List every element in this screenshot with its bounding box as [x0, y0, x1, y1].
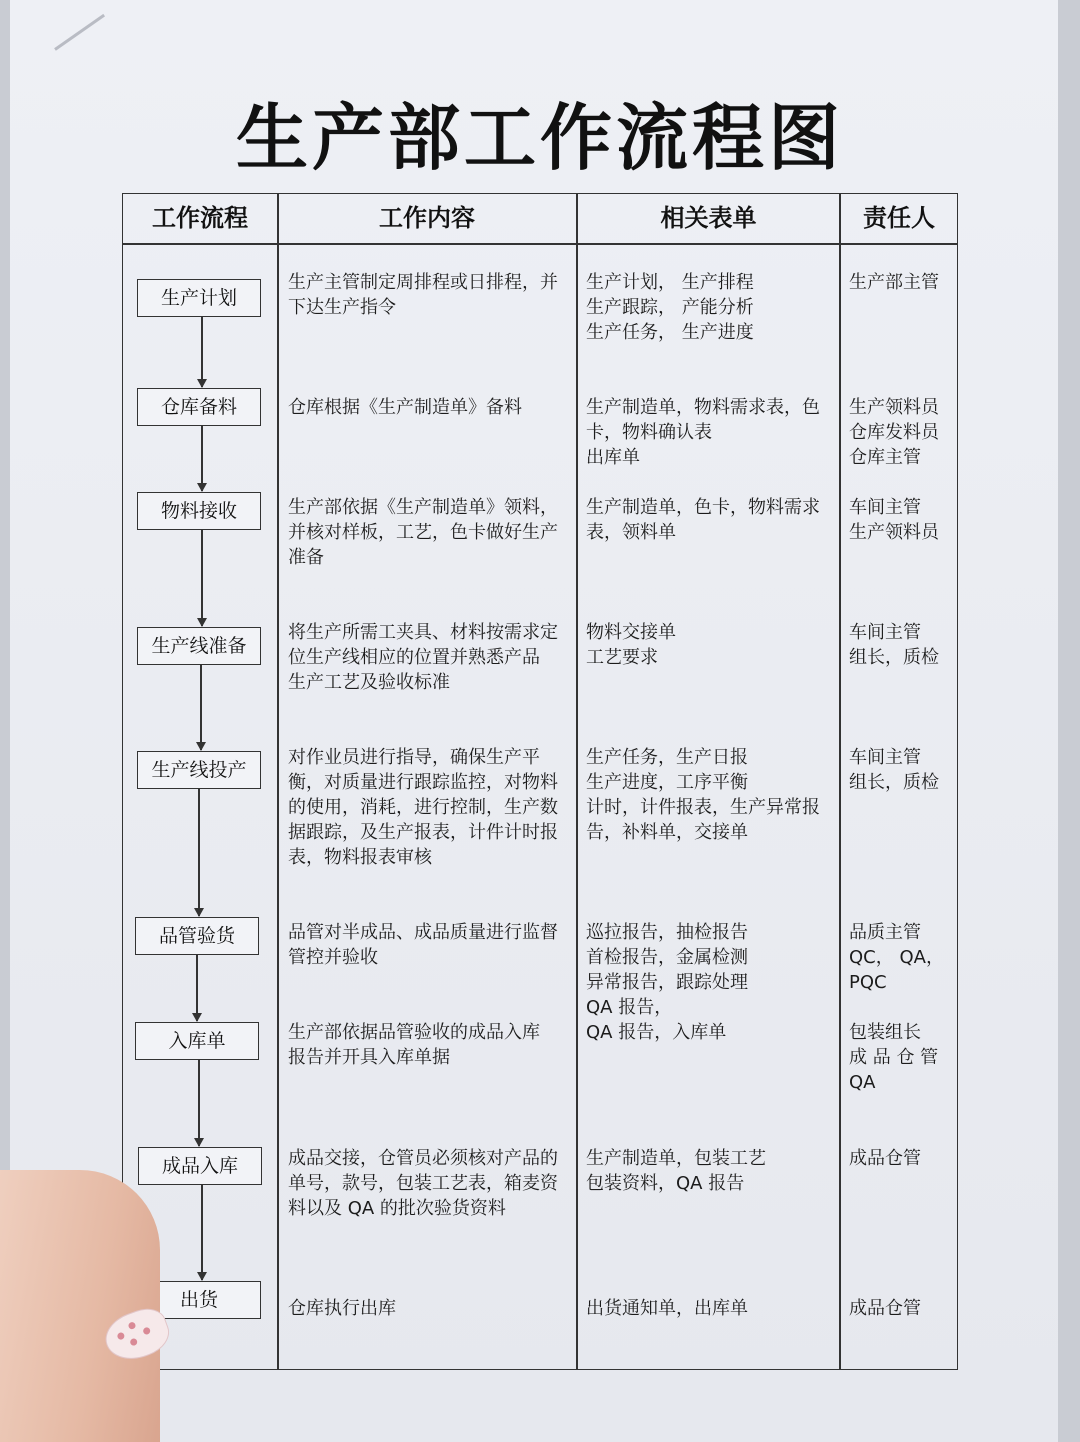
- column-divider: [277, 194, 279, 1369]
- content-cell: 仓库执行出库: [288, 1298, 396, 1319]
- forms-cell: 生产任务，生产日报 生产进度，工序平衡 计时，计件报表，生产异常报 告，补料单，交接单: [586, 747, 820, 843]
- forms-cell: 出货通知单，出库单: [586, 1298, 748, 1319]
- person-cell: 成品仓管: [849, 1298, 921, 1319]
- header-divider: [123, 243, 957, 245]
- content-cell: 品管对半成品、成品质量进行监督 管控并验收: [288, 922, 558, 968]
- header-content: 工作内容: [379, 204, 475, 232]
- person-cell: 车间主管 组长，质检: [849, 622, 939, 668]
- header-process: 工作流程: [152, 204, 248, 232]
- flow-arrow: [198, 1060, 200, 1146]
- flow-arrow: [200, 665, 202, 750]
- flow-arrow: [198, 789, 200, 916]
- header-forms: 相关表单: [660, 204, 757, 232]
- person-cell: 包装组长 成 品 仓 管 QA: [849, 1022, 939, 1093]
- forms-cell: 生产计划， 生产排程 生产跟踪， 产能分析 生产任务， 生产进度: [586, 272, 754, 343]
- content-cell: 生产部依据品管验收的成品入库 报告并开具入库单据: [288, 1022, 540, 1068]
- person-cell: 生产领料员 仓库发料员 仓库主管: [849, 397, 939, 468]
- forms-cell: 生产制造单，物料需求表，色 卡，物料确认表 出库单: [586, 397, 820, 468]
- person-cell: 车间主管 组长，质检: [849, 747, 939, 793]
- flow-step-warehouse-receipt: 入库单: [135, 1022, 259, 1060]
- forms-cell: 生产制造单，色卡，物料需求 表，领料单: [586, 497, 820, 543]
- forms-cell: 物料交接单 工艺要求: [586, 622, 676, 668]
- forms-cell: QA 报告，入库单: [586, 1022, 727, 1043]
- nail-decoration: [142, 1326, 151, 1335]
- flow-step-shipping: 出货: [137, 1281, 261, 1319]
- nail-decoration: [129, 1338, 138, 1347]
- flow-arrow: [196, 955, 198, 1021]
- header-person: 责任人: [863, 204, 935, 232]
- forms-cell: 生产制造单，包装工艺 包装资料，QA 报告: [586, 1148, 766, 1194]
- flow-step-line-prep: 生产线准备: [137, 627, 261, 665]
- content-cell: 成品交接，仓管员必须核对产品的 单号，款号，包装工艺表，箱麦资 料以及 QA 的批次验货资料: [288, 1148, 558, 1219]
- flow-step-material-receipt: 物料接收: [137, 492, 261, 530]
- page-title: 生产部工作流程图: [235, 96, 844, 180]
- content-cell: 将生产所需工夹具、材料按需求定 位生产线相应的位置并熟悉产品 生产工艺及验收标准: [288, 622, 558, 693]
- flow-step-production-plan: 生产计划: [137, 279, 261, 317]
- flow-step-finished-goods: 成品入库: [138, 1147, 262, 1185]
- person-cell: 车间主管 生产领料员: [849, 497, 939, 543]
- hand-image: [0, 1170, 160, 1442]
- flow-step-warehouse-prep: 仓库备料: [137, 388, 261, 426]
- content-cell: 生产部依据《生产制造单》领料， 并核对样板，工艺，色卡做好生产 准备: [288, 497, 558, 568]
- flow-arrow: [201, 1185, 203, 1280]
- column-divider: [576, 194, 578, 1369]
- forms-cell: 巡拉报告，抽检报告 首检报告，金属检测 异常报告，跟踪处理 QA 报告，: [586, 922, 748, 1018]
- content-cell: 仓库根据《生产制造单》备料: [288, 397, 522, 418]
- flow-arrow: [201, 426, 203, 491]
- column-divider: [839, 194, 841, 1369]
- content-cell: 生产主管制定周排程或日排程，并 下达生产指令: [288, 272, 558, 318]
- person-cell: 生产部主管: [849, 272, 939, 293]
- content-cell: 对作业员进行指导，确保生产平 衡，对质量进行跟踪监控，对物料 的使用，消耗，进行控制，生产数 据跟踪，及生产报表，计件计时报 表，物料报表审核: [288, 747, 558, 868]
- flow-arrow: [201, 317, 203, 387]
- flow-step-qc-inspection: 品管验货: [135, 917, 259, 955]
- person-cell: 成品仓管: [849, 1148, 921, 1169]
- person-cell: 品质主管 QC， QA， PQC: [849, 922, 944, 993]
- nail-decoration: [128, 1321, 137, 1330]
- flow-step-line-production: 生产线投产: [137, 751, 261, 789]
- nail-decoration: [116, 1332, 125, 1341]
- flow-arrow: [201, 530, 203, 626]
